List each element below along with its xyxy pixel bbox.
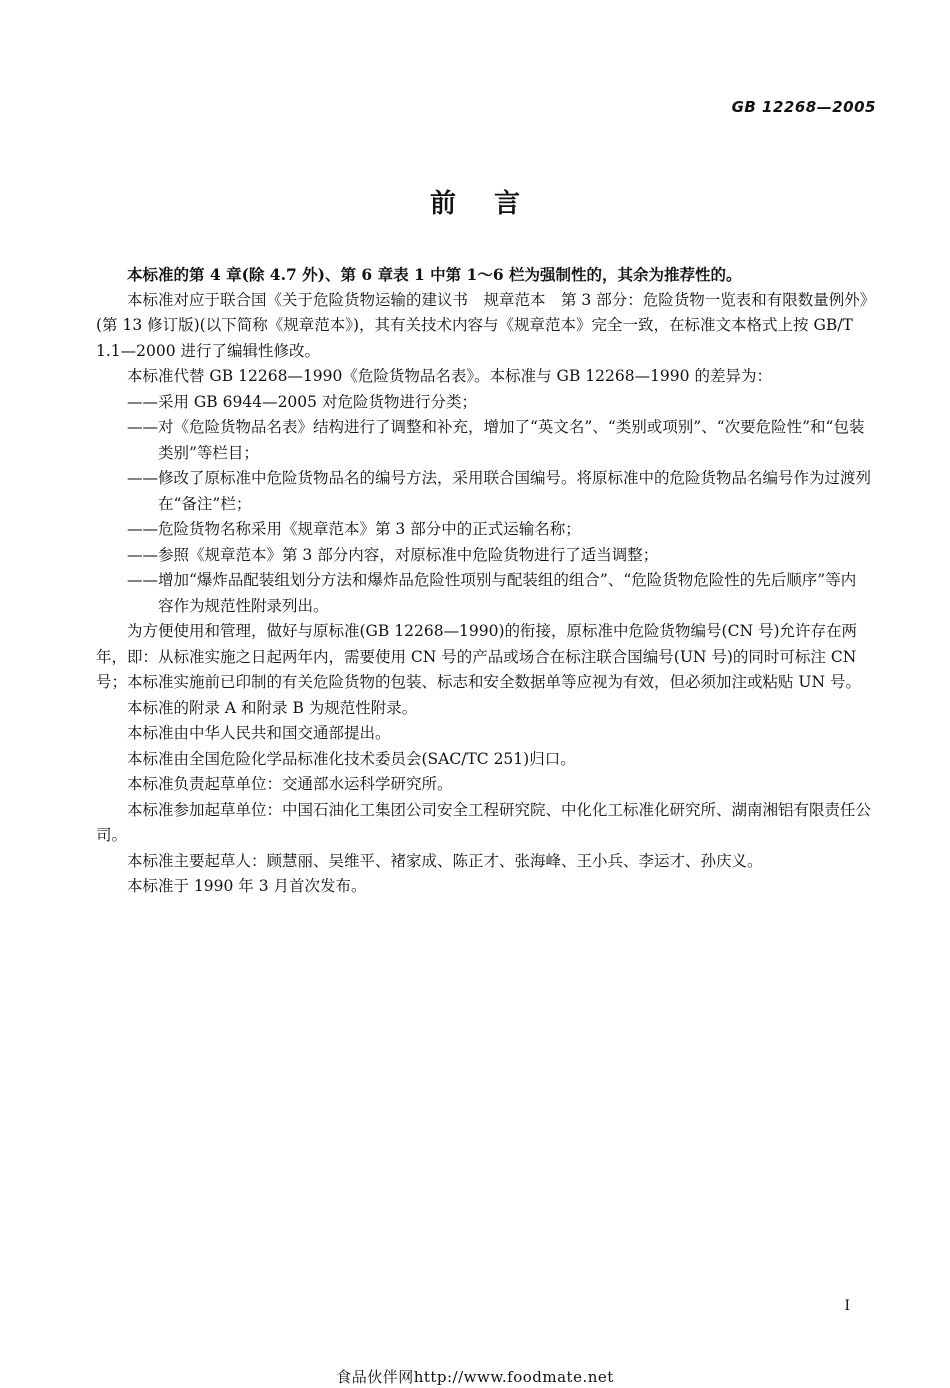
annex-paragraph: 本标准的附录 A 和附录 B 为规范性附录。 <box>127 698 418 717</box>
footer-watermark: 食品伙伴网http://www.foodmate.net <box>336 1368 614 1386</box>
list-item: ——采用 GB 6944—2005 对危险货物进行分类； <box>127 392 477 411</box>
differences-list <box>127 390 871 620</box>
first-issue-paragraph: 本标准于 1990 年 3 月首次发布。 <box>127 877 367 895</box>
lead-drafter-paragraph: 本标准负责起草单位：交通部水运科学研究所。 <box>127 775 453 793</box>
replacement-paragraph: 本标准代替 GB 12268—1990《危险货物品名表》。本标准与 GB 12268—1990 的差异为： <box>127 367 772 385</box>
main-drafters-paragraph: 本标准主要起草人：顾慧丽、吴维平、褚家成、陈正才、张海峰、王小兵、李运才、孙庆义。 <box>127 851 763 870</box>
list-item: ——修改了原标准中危险货物品名的编号方法，采用联合国编号。将原标准中的危险货物品名编号作为过渡列在“备注”栏； <box>127 469 872 513</box>
page-title: 前言 <box>429 189 558 219</box>
foreword-body <box>96 262 871 900</box>
page-number: I <box>844 1298 850 1314</box>
list-item: ——增加“爆炸品配装组划分方法和爆炸品危险性项别与配装组的组合”、“危险货物危险性的先后顺序”等内容作为规范性附录列出。 <box>127 571 857 615</box>
committee-paragraph: 本标准由全国危险化学品标准化技术委员会(SAC/TC 251)归口。 <box>127 749 576 768</box>
list-item: ——对《危险货物品名表》结构进行了调整和补充，增加了“英文名”、“类别或项别”、“次要危险性”和“包装类别”等栏目； <box>127 418 865 462</box>
proposer-paragraph: 本标准由中华人民共和国交通部提出。 <box>127 724 391 742</box>
list-item: ——参照《规章范本》第 3 部分内容，对原标准中危险货物进行了适当调整； <box>127 545 659 564</box>
list-item: ——危险货物名称采用《规章范本》第 3 部分中的正式运输名称； <box>127 520 581 538</box>
correspondence-paragraph: 本标准对应于联合国《关于危险货物运输的建议书 规章范本 第 3 部分：危险货物一览表和有限数量例外》(第 13 修订版)(以下简称《规章范本》)，其有关技术内容与《规章范本》完全一致，在标准文本格式上按 GB/T 1.1—2000 进行了编辑性修改。 <box>96 290 868 360</box>
transition-paragraph: 为方便使用和管理，做好与原标准(GB 12268—1990)的衔接，原标准中危险货物编号(CN 号)允许存在两年，即：从标准实施之日起两年内，需要使用 CN 号的产品或场合在标注联合国编号(UN 号)的同时可标注 CN 号；本标准实施前已印制的有关危险货物的包装、标志和安全数据单等应视为有效，但必须加注或粘贴 UN 号。 <box>96 622 861 691</box>
mandatory-clause-paragraph: 本标准的第 4 章(除 4.7 外)、第 6 章表 1 中第 1～6 栏为强制性的，其余为推荐性的。 <box>127 265 742 284</box>
participating-drafters-paragraph: 本标准参加起草单位：中国石油化工集团公司安全工程研究院、中化化工标准化研究所、湖南湘铝有限责任公司。 <box>96 800 872 844</box>
standard-code: GB 12268—2005 <box>731 98 876 116</box>
